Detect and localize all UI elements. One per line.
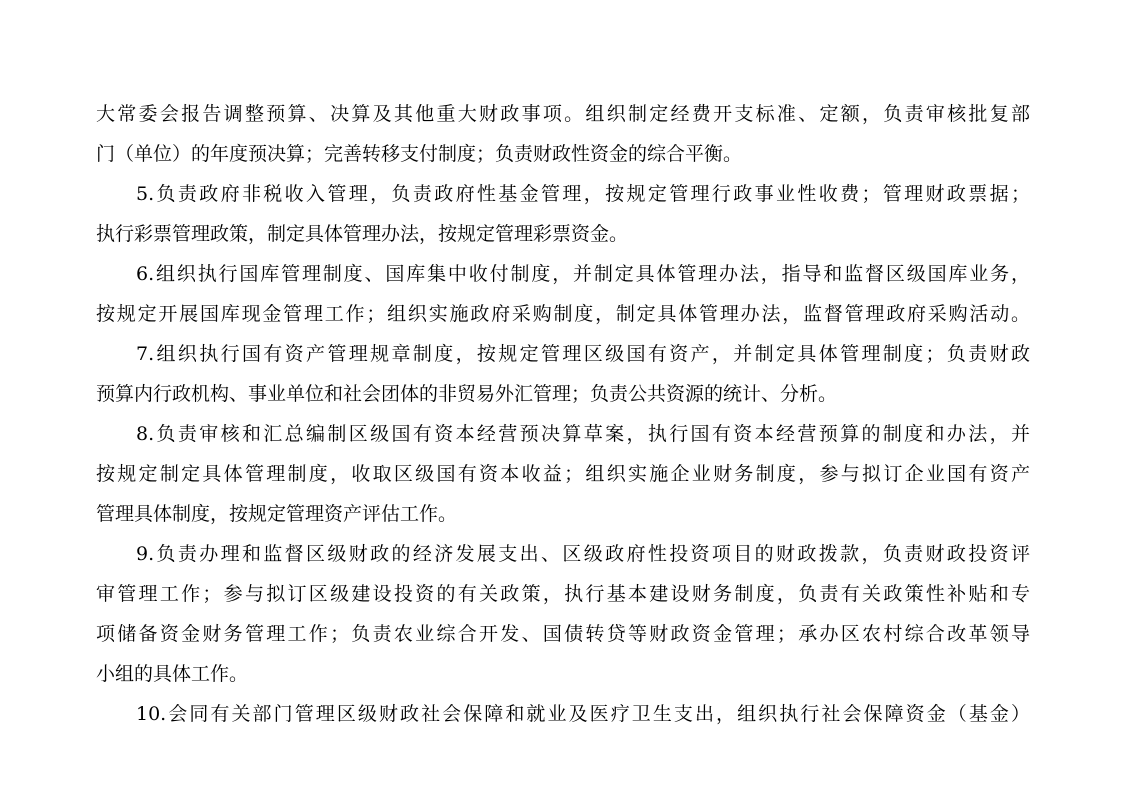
text-line: 门（单位）的年度预决算；完善转移支付制度；负责财政性资金的综合平衡。 [96, 143, 743, 165]
text-line: 7.组织执行国有资产管理规章制度，按规定管理区级国有资产，并制定具体管理制度；负责财政 [136, 343, 1030, 365]
text-line: 按规定开展国库现金管理工作；组织实施政府采购制度，制定具体管理办法，监督管理政府采购活动。 [96, 303, 1030, 325]
text-line: 10.会同有关部门管理区级财政社会保障和就业及医疗卫生支出，组织执行社会保障资金（基金） [136, 703, 1030, 725]
text-line: 项储备资金财务管理工作；负责农业综合开发、国债转贷等财政资金管理；承办区农村综合改革领导 [96, 623, 1030, 645]
text-line: 6.组织执行国库管理制度、国库集中收付制度，并制定具体管理办法，指导和监督区级国库业务， [136, 263, 1030, 285]
text-line: 审管理工作；参与拟订区级建设投资的有关政策，执行基本建设财务制度，负责有关政策性补贴和专 [96, 583, 1030, 605]
text-line: 执行彩票管理政策，制定具体管理办法，按规定管理彩票资金。 [96, 223, 629, 245]
text-line: 9.负责办理和监督区级财政的经济发展支出、区级政府性投资项目的财政拨款，负责财政投资评 [136, 543, 1030, 565]
text-line: 小组的具体工作。 [96, 663, 249, 685]
text-line: 5.负责政府非税收入管理，负责政府性基金管理，按规定管理行政事业性收费；管理财政票据； [136, 183, 1030, 205]
text-line: 管理具体制度，按规定管理资产评估工作。 [96, 503, 458, 525]
text-line: 按规定制定具体管理制度，收取区级国有资本收益；组织实施企业财务制度，参与拟订企业国有资产 [96, 463, 1030, 485]
text-line: 大常委会报告调整预算、决算及其他重大财政事项。组织制定经费开支标准、定额，负责审核批复部 [96, 103, 1030, 125]
text-line: 8.负责审核和汇总编制区级国有资本经营预决算草案，执行国有资本经营预算的制度和办法，并 [136, 423, 1030, 445]
text-line: 预算内行政机构、事业单位和社会团体的非贸易外汇管理；负责公共资源的统计、分析。 [96, 383, 838, 405]
